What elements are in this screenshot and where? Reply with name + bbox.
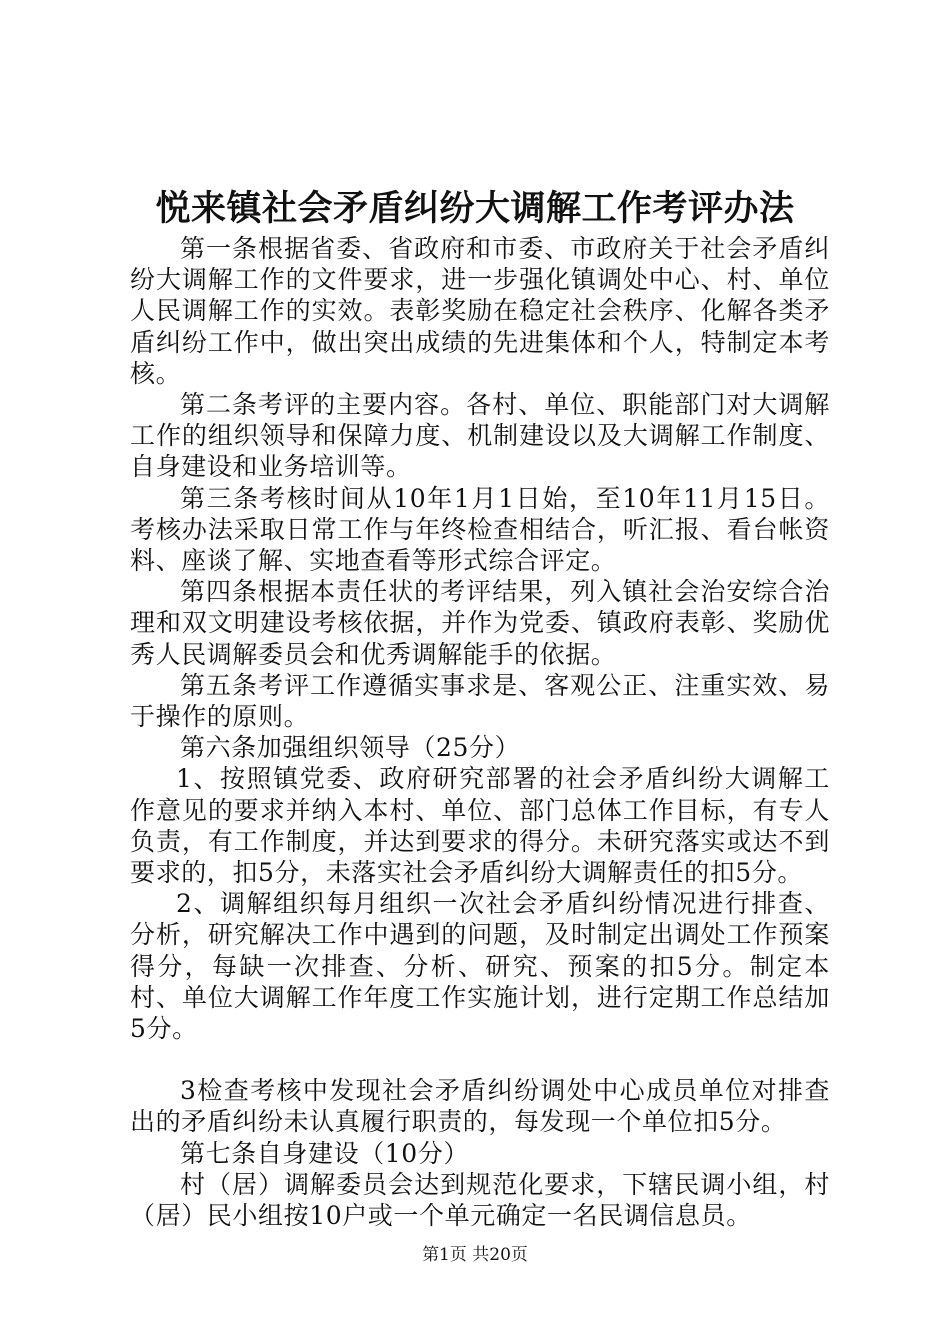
paragraph-article-2: 第二条考评的主要内容。各村、单位、职能部门对大调解工作的组织领导和保障力度、机制建设以及大调解工作制度、自身建设和业务培训等。 (130, 390, 830, 482)
page-number-footer: 第1页 共20页 (422, 1245, 528, 1265)
paragraph-article-7-heading: 第七条自身建设（10分） (180, 1138, 470, 1168)
document-title: 悦来镇社会矛盾纠纷大调解工作考评办法 (155, 188, 795, 229)
paragraph-article-1: 第一条根据省委、省政府和市委、市政府关于社会矛盾纠纷大调解工作的文件要求，进一步强化镇调处中心、村、单位人民调解工作的实效。表彰奖励在稳定社会秩序、化解各类矛盾纠纷工作中，做出突出成绩的先进集体和个人，特制定本考核。 (130, 234, 830, 388)
paragraph-item-3: 3检查考核中发现社会矛盾纠纷调处中心成员单位对排查出的矛盾纠纷未认真履行职责的，每发现一个单位扣5分。 (130, 1076, 830, 1137)
paragraph-article-3: 第三条考核时间从10年1月1日始，至10年11月15日。考核办法采取日常工作与年终检查相结合，听汇报、看台帐资料、座谈了解、实地查看等形式综合评定。 (130, 483, 830, 576)
paragraph-article-7-content: 村（居）调解委员会达到规范化要求，下辖民调小组，村（居）民小组按10户或一个单元确定一名民调信息员。 (130, 1169, 830, 1231)
paragraph-article-4: 第四条根据本责任状的考评结果，列入镇社会治安综合治理和双文明建设考核依据，并作为党委、镇政府表彰、奖励优秀人民调解委员会和优秀调解能手的依据。 (130, 577, 830, 669)
paragraph-article-5: 第五条考评工作遵循实事求是、客观公正、注重实效、易于操作的原则。 (130, 670, 830, 732)
paragraph-article-6-heading: 第六条加强组织领导（25分） (180, 733, 521, 763)
paragraph-item-2: 2、调解组织每月组织一次社会矛盾纠纷情况进行排查、分析，研究解决工作中遇到的问题，及时制定出调处工作预案得分，每缺一次排查、分析、研究、预案的扣5分。制定本村、单位大调解工作年度工作实施计划，进行定期工作总结加5分。 (130, 889, 830, 1044)
paragraph-item-1: 1、按照镇党委、政府研究部署的社会矛盾纠纷大调解工作意见的要求并纳入本村、单位、部门总体工作目标，有专人负责，有工作制度，并达到要求的得分。未研究落实或达不到要求的，扣5分，未落实社会矛盾纠纷大调解责任的扣5分。 (130, 764, 830, 888)
document-body (130, 233, 830, 1231)
